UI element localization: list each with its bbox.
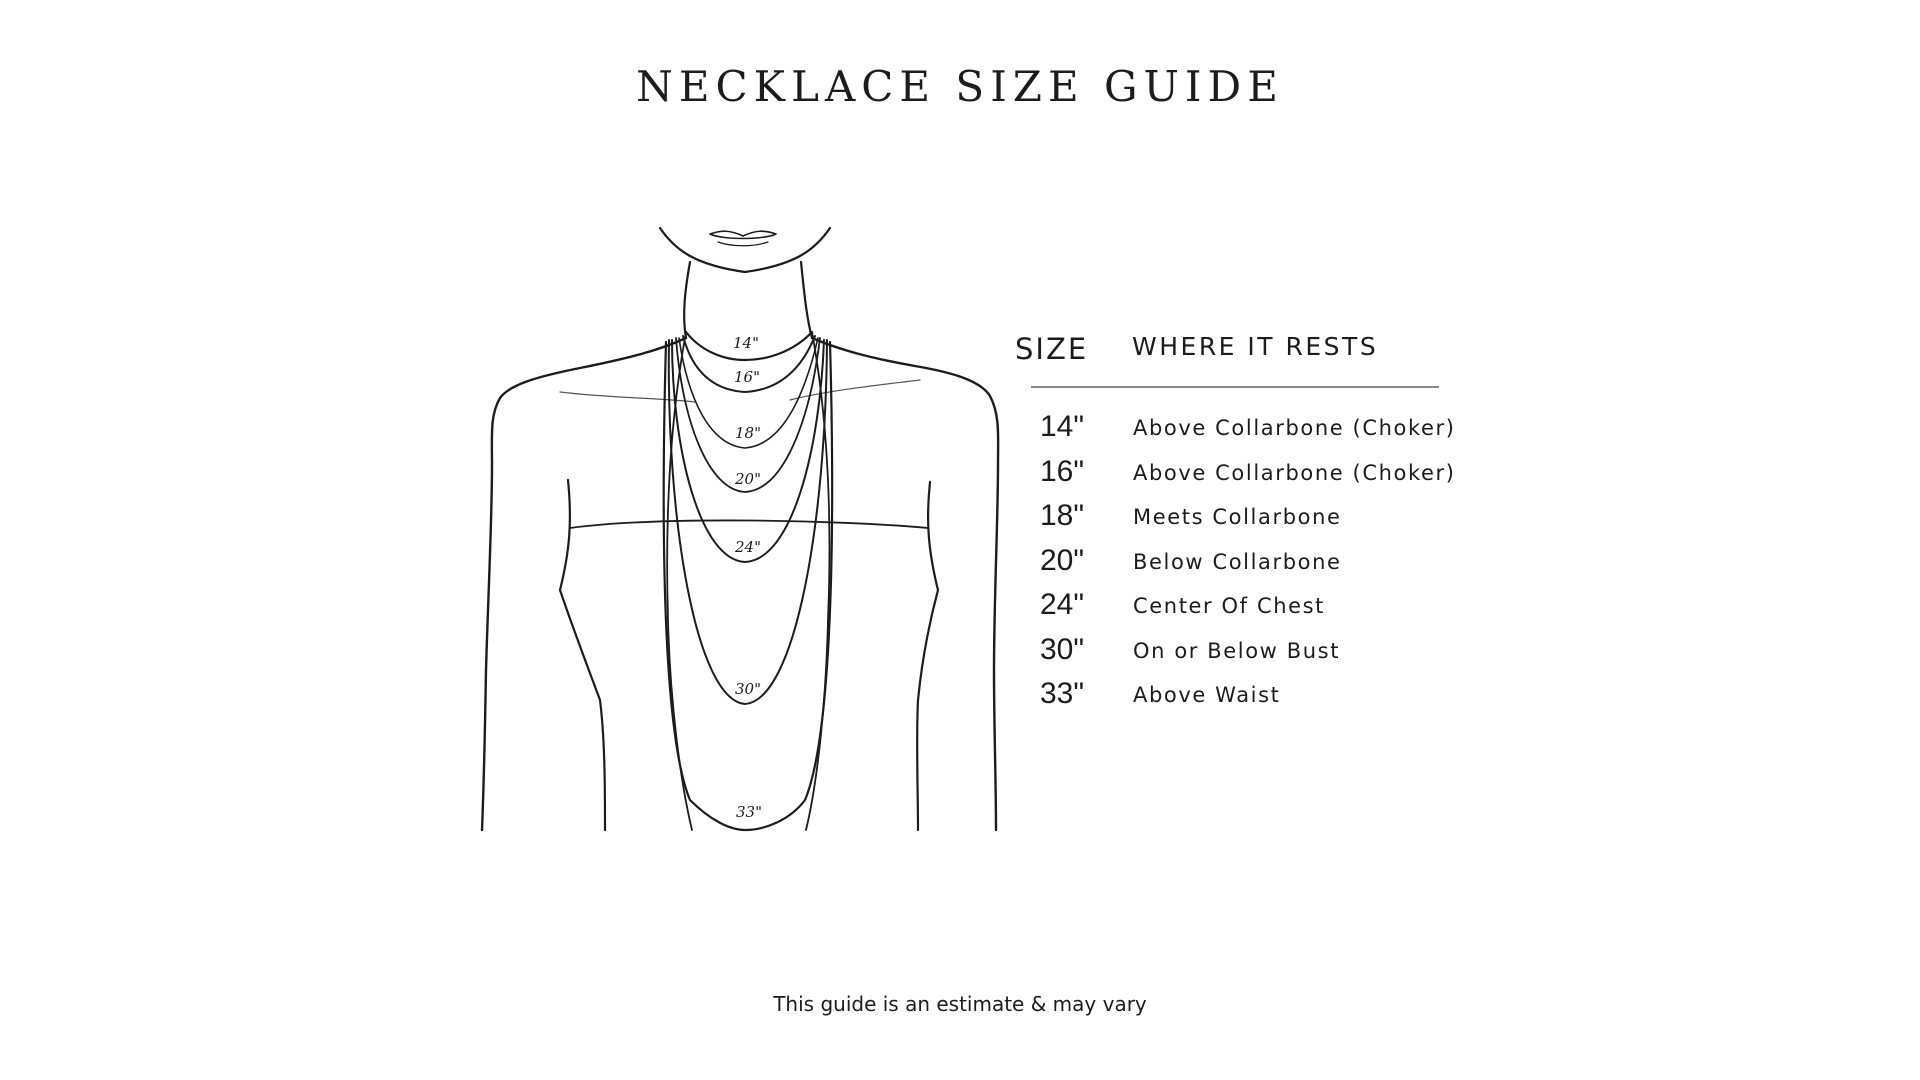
chain-label-20: 20" <box>735 470 761 488</box>
chain-label-33: 33" <box>736 803 762 821</box>
where-cell: Meets Collarbone <box>1133 505 1342 529</box>
table-row <box>1015 410 1455 455</box>
chain-label-24: 24" <box>735 538 761 556</box>
table-rows <box>1015 410 1455 722</box>
left-arm-inner <box>560 480 605 830</box>
page-title: NECKLACE SIZE GUIDE <box>636 62 1284 111</box>
size-cell: 14" <box>1039 410 1085 443</box>
chain-label-14: 14" <box>733 334 759 352</box>
table-row <box>1015 455 1455 500</box>
table-row <box>1015 544 1455 589</box>
size-cell: 33" <box>1039 677 1085 710</box>
size-cell: 24" <box>1039 588 1085 621</box>
size-cell: 16" <box>1039 454 1085 488</box>
where-cell: On or Below Bust <box>1133 638 1341 663</box>
strand-outer-left <box>667 332 692 830</box>
header-divider <box>1031 386 1439 388</box>
chain-label-16: 16" <box>734 368 760 386</box>
size-cell: 30" <box>1039 632 1085 666</box>
where-cell: Above Collarbone (Choker) <box>1133 416 1456 440</box>
chain-20 <box>676 338 820 492</box>
size-column-header: SIZE <box>1015 332 1089 366</box>
size-cell: 20" <box>1039 543 1085 577</box>
where-column-header: WHERE IT RESTS <box>1132 332 1379 361</box>
neck-right <box>801 262 812 338</box>
table-row <box>1015 588 1455 633</box>
right-shoulder <box>812 338 998 830</box>
left-shoulder <box>482 338 686 830</box>
where-cell: Above Waist <box>1133 683 1281 707</box>
table-row <box>1015 633 1455 678</box>
bust-line <box>570 520 928 528</box>
table-row <box>1015 677 1455 722</box>
table-header <box>1015 330 1435 390</box>
torso-illustration <box>460 220 1020 840</box>
chain-label-18: 18" <box>735 424 761 442</box>
table-row <box>1015 499 1455 544</box>
neck-left <box>684 262 690 338</box>
size-cell: 18" <box>1039 499 1085 532</box>
where-cell: Below Collarbone <box>1133 549 1342 574</box>
where-cell: Above Collarbone (Choker) <box>1133 460 1456 485</box>
torso-drawing <box>460 220 1020 840</box>
disclaimer-note: This guide is an estimate & may vary <box>773 992 1147 1016</box>
where-cell: Center Of Chest <box>1133 594 1326 618</box>
right-arm-inner <box>917 482 938 830</box>
chain-label-30: 30" <box>735 680 761 698</box>
size-table <box>1015 330 1456 710</box>
lips <box>710 231 776 238</box>
